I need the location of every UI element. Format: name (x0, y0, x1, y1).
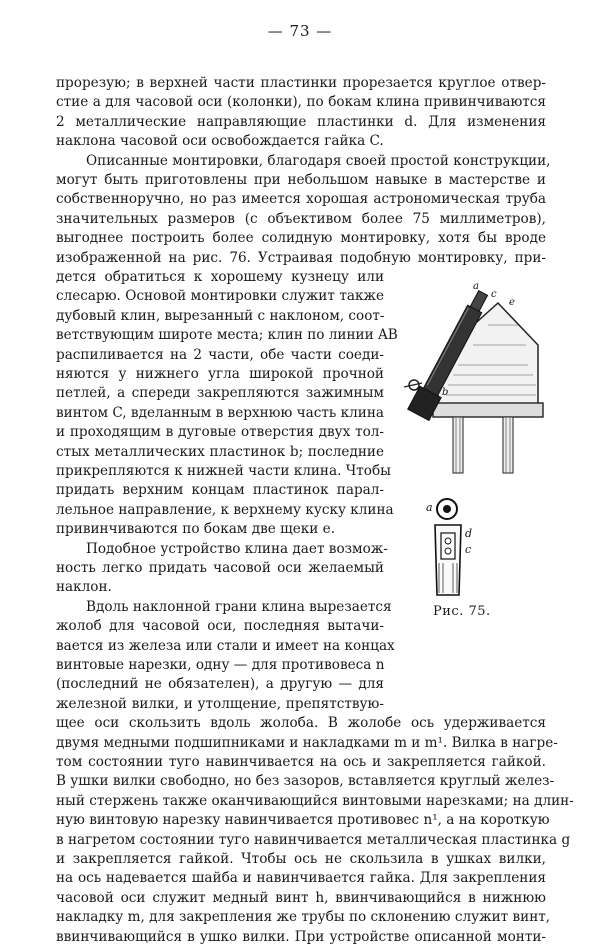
label-c-telescope: c (491, 289, 497, 300)
text-line: В ушки вилки свободно, но без зазоров, вставляется круглый желез- (56, 773, 555, 790)
text-line: дется обратиться к хорошему кузнецу или (56, 269, 384, 285)
text-line: и закрепляется гайкой. Чтобы ось не скользила в ушках вилки, (56, 851, 546, 867)
text-line: лельное направление, к верхнему куску клина (56, 501, 394, 518)
text-line: (последний не обязателен), а другую — для (56, 676, 384, 693)
page-number: — 73 — (267, 22, 333, 40)
text-line: ность легко придать часовой оси желаемый (56, 560, 384, 576)
text-line: ную винтовую нарезку навинчивается противовес n¹, а на короткую (56, 812, 550, 829)
label-a-wedge: a (426, 501, 433, 514)
text-line: петлей, а спереди закрепляются зажимным (56, 385, 384, 402)
text-line: стие a для часовой оси (колонки), по бокам клина привинчиваются (56, 94, 546, 111)
text-line: Вдоль наклонной грани клина вырезается (86, 598, 392, 615)
label-a-telescope: a (473, 281, 479, 292)
text-line: наклона часовой оси освобождается гайка C. (56, 133, 384, 150)
text-line: часовой оси служит медный винт h, ввинчивающийся в нижнюю (56, 889, 546, 906)
text-line: в нагретом состоянии туго навинчивается металлическая пластинка g (56, 831, 571, 848)
text-line: ввинчивающийся в ушко вилки. При устройстве описанной монти- (56, 928, 546, 945)
text-line: могут быть приготовлены при небольшом навыке в мастерстве и (56, 172, 546, 188)
text-line: дубовый клин, вырезанный с наклоном, соот- (56, 307, 385, 324)
text-line: слесарю. Основой монтировки служит также (56, 288, 384, 305)
text-line: наклон. (56, 579, 112, 596)
text-line: том состоянии туго навинчивается на ось и закрепляется гайкой. (56, 754, 546, 770)
text-line: и проходящим в дуговые отверстия двух тол- (56, 424, 384, 441)
text-line: накладку m, для закрепления же трубы по склонению служит винт, (56, 909, 551, 926)
text-line: Подобное устройство клина дает возмож- (86, 540, 388, 557)
text-line: привинчиваются по бокам две щеки e. (56, 521, 336, 538)
text-line: Описанные монтировки, благодаря своей простой конструкции, (86, 152, 551, 169)
text-line: придать верхним концам пластинок парал- (56, 482, 384, 499)
text-line: значительных размеров (с объективом более 75 миллиметров), (56, 210, 546, 227)
telescope-mount-illustration (398, 275, 548, 475)
text-line: прикрепляются к нижней части клина. Чтобы (56, 463, 391, 479)
text-line: винтовые нарезки, одну — для противовеса n (56, 657, 385, 673)
text-line: выгоднее построить более солидную монтировку, хотя бы вроде (56, 230, 546, 247)
text-line: 2 металлические направляющие пластинки d. Для изменения (56, 113, 546, 130)
label-e-telescope: e (509, 297, 515, 308)
text-line: прорезую; в верхней части пластинки прорезается круглое отвер- (56, 75, 546, 91)
text-line: няются у нижнего угла широкой прочной (56, 366, 384, 382)
text-line: изображенной на рис. 76. Устраивая подобную монтировку, при- (56, 249, 546, 266)
label-b-telescope: b (442, 387, 449, 398)
wedge-detail-illustration (425, 495, 485, 600)
text-line: распиливается на 2 части, обе части соеди- (56, 346, 384, 363)
label-c-wedge: c (465, 543, 472, 556)
text-line: двумя медными подшипниками и накладками m и m¹. Вилка в нагре- (56, 734, 558, 751)
text-line: жолоб для часовой оси, последняя вытачи- (56, 618, 384, 635)
text-line: на ось надевается шайба и навинчивается гайка. Для закрепления (56, 870, 546, 887)
text-line: щее оси скользить вдоль жолоба. В жолобе ось удерживается (56, 715, 546, 732)
text-line: собственноручно, но раз имеется хорошая астрономическая труба (56, 191, 546, 208)
figure-caption: Рис. 75. (433, 604, 491, 619)
text-line: стых металлических пластинок b; последние (56, 443, 384, 460)
label-d-wedge: d (465, 527, 473, 540)
text-line: ветствующим широте места; клин по линии AB (56, 327, 398, 344)
text-line: винтом C, вделанным в верхнюю часть клина (56, 404, 384, 421)
text-line: железной вилки, и утолщение, препятствую- (56, 695, 384, 712)
text-line: ный стержень также оканчивающийся винтовыми нарезками; на длин- (56, 792, 574, 809)
text-line: вается из железа или стали и имеет на концах (56, 637, 395, 654)
